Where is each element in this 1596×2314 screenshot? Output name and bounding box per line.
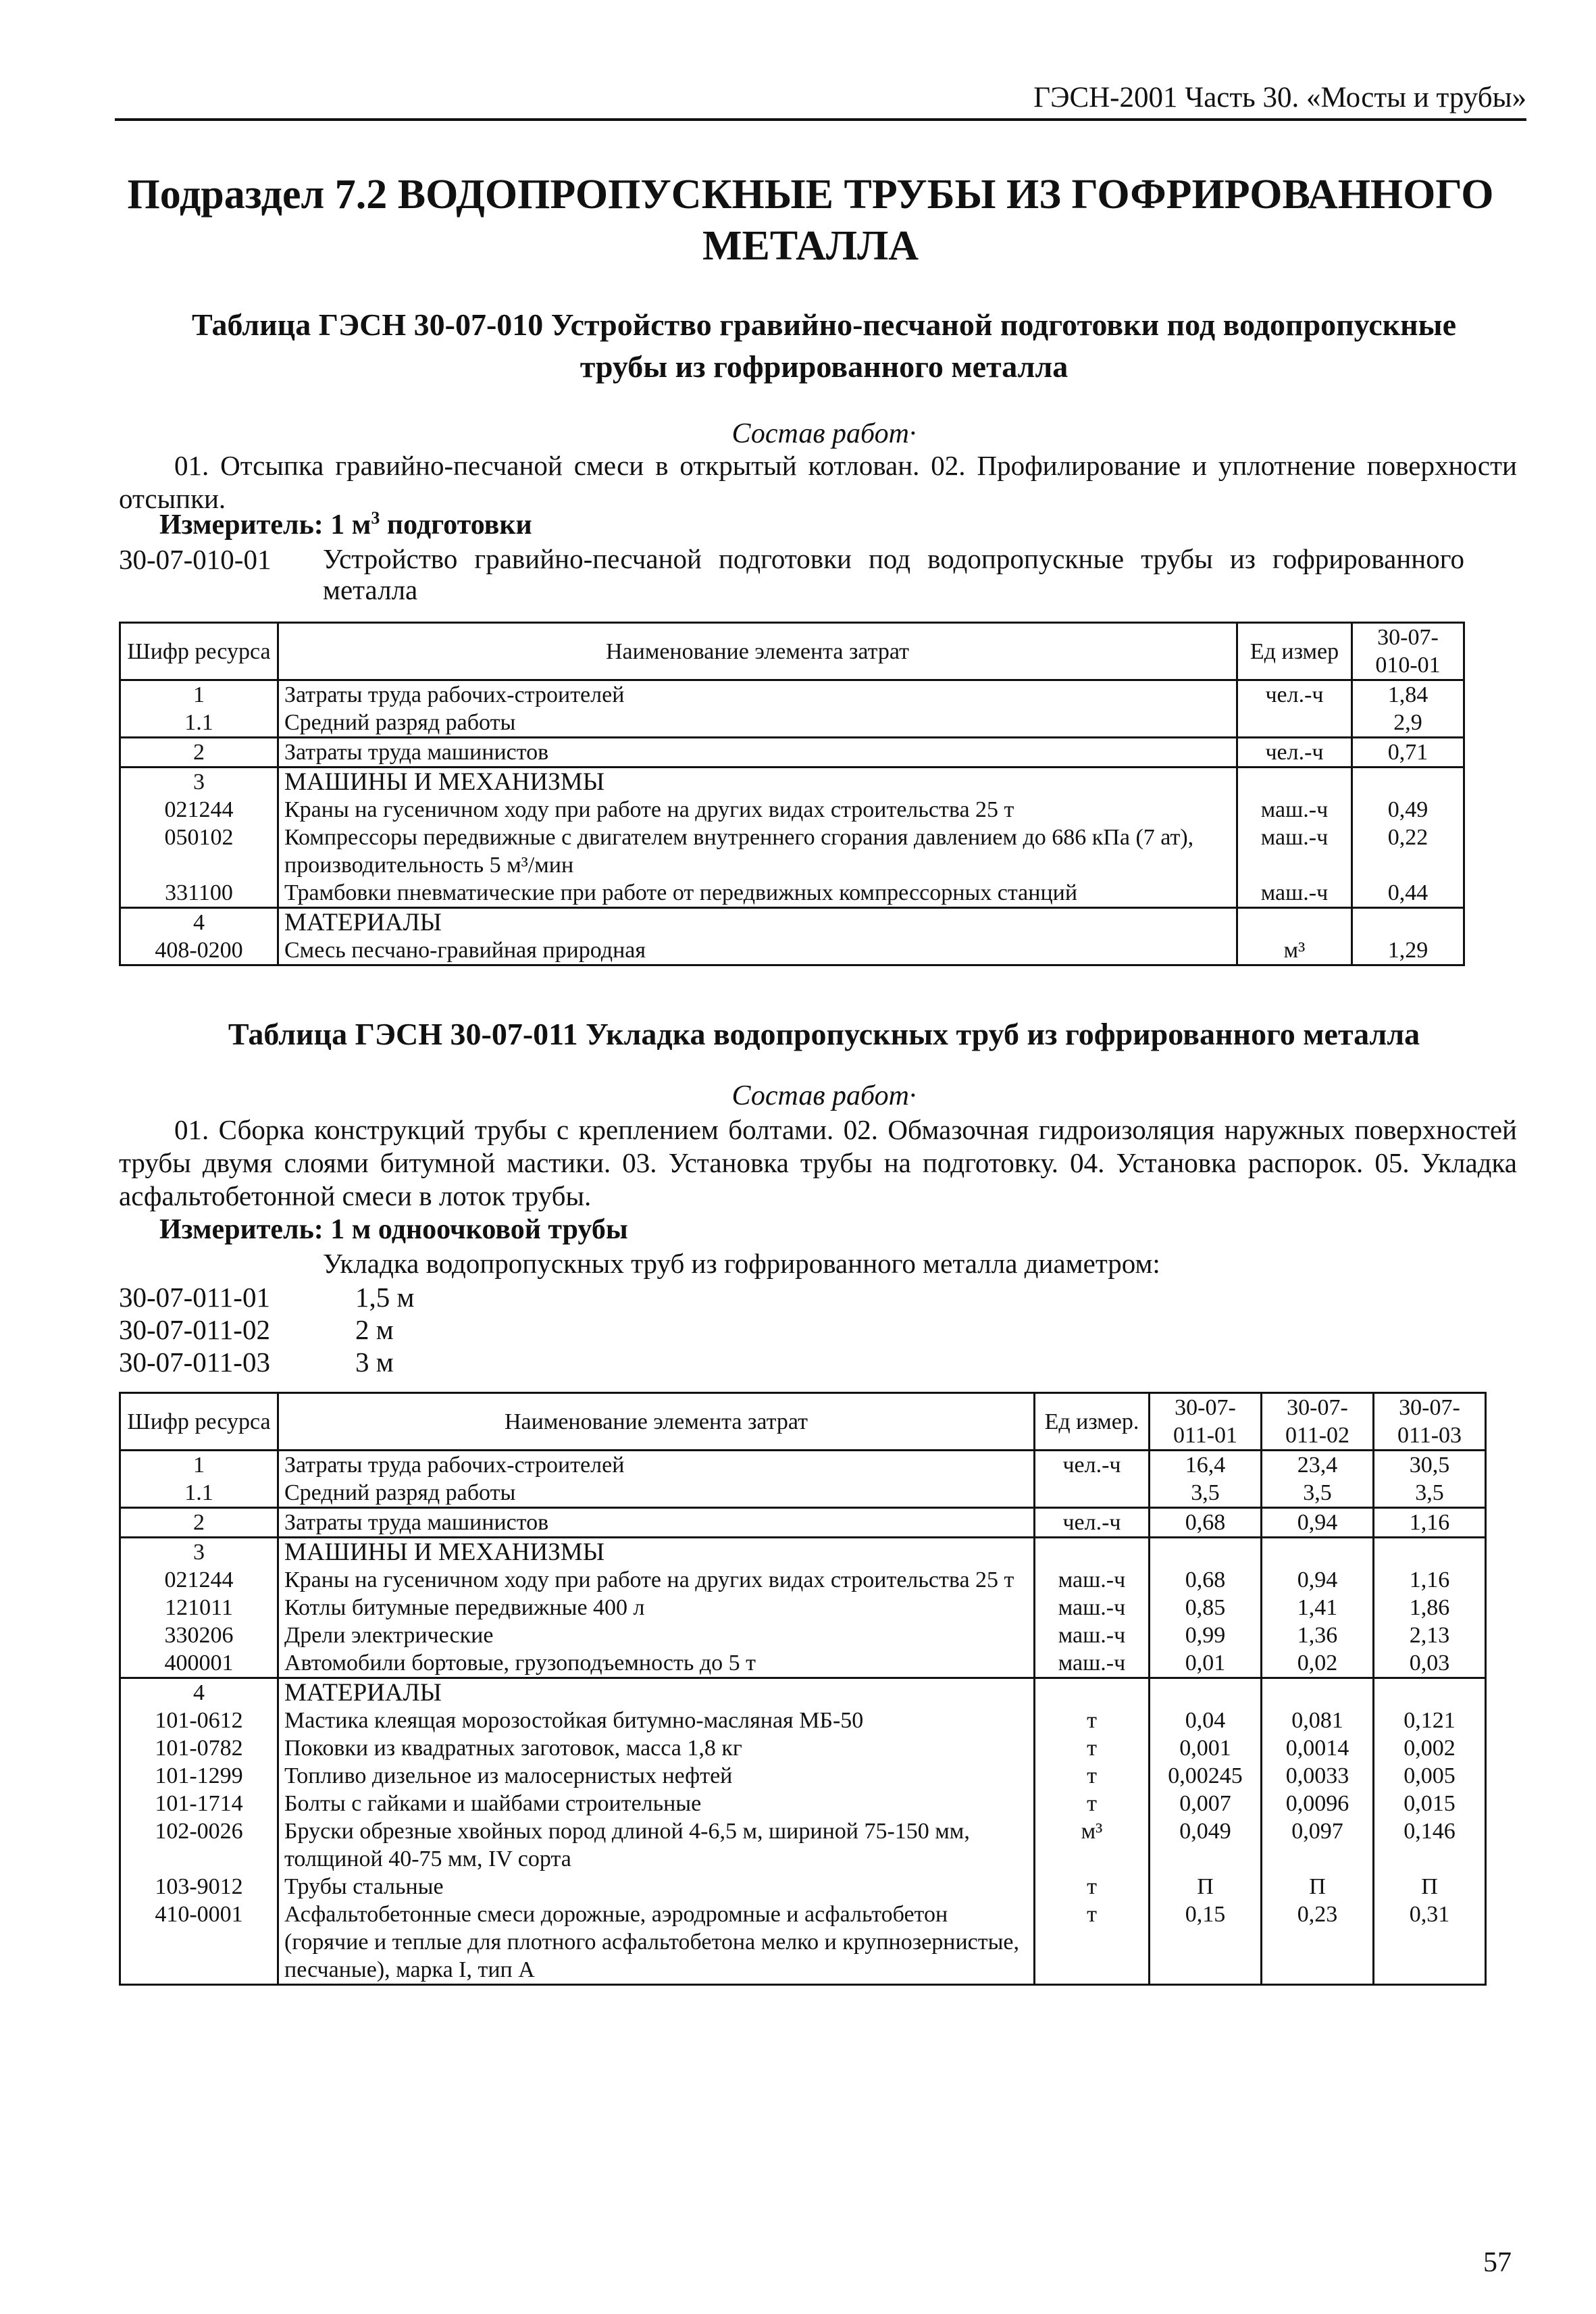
cell-unit: маш.-ч (1237, 879, 1352, 908)
cell-value-1: 0,68 (1150, 1508, 1262, 1538)
column-header-unit: Ед измер. (1035, 1393, 1150, 1451)
cell-value-2: 0,097 (1262, 1817, 1374, 1873)
cell-code: 050102 (120, 824, 278, 879)
table-1 (119, 622, 1465, 966)
cell-unit: м³ (1035, 1817, 1150, 1873)
cell-value-3: 30,5 (1374, 1451, 1486, 1480)
cell-value-2 (1262, 1538, 1374, 1567)
cell-code: 101-1299 (120, 1762, 278, 1790)
cell-value-2: П (1262, 1873, 1374, 1901)
cell-value-3: 0,121 (1374, 1707, 1486, 1734)
cell-code: 121011 (120, 1594, 278, 1621)
cell-unit: чел.-ч (1237, 738, 1352, 768)
cell-unit: т (1035, 1790, 1150, 1817)
section-title (81, 169, 1540, 272)
cell-value-2: 1,36 (1262, 1621, 1374, 1649)
cell-value-3 (1374, 1538, 1486, 1567)
cell-unit (1237, 908, 1352, 937)
table-row (120, 1901, 1486, 1985)
cell-name: Автомобили бортовые, грузоподъемность до 5 т (278, 1649, 1035, 1678)
cell-unit: т (1035, 1873, 1150, 1901)
column-header-code: Шифр ресурса (120, 1393, 278, 1451)
cell-unit: маш.-ч (1237, 796, 1352, 824)
cell-value-1: 0,001 (1150, 1734, 1262, 1762)
cell-name: Асфальтобетонные смеси дорожные, аэродромные и асфальтобетон (горячие и теплые для плотного асфальтобетона мелко и крупнозернистые, песчаные), марка I, тип А (278, 1901, 1035, 1985)
cell-code: 102-0026 (120, 1817, 278, 1873)
table-row (120, 1762, 1486, 1790)
cell-value-2: 0,94 (1262, 1508, 1374, 1538)
cell-name: Затраты труда машинистов (278, 738, 1237, 768)
cell-value-1: 0,49 (1352, 796, 1464, 824)
cell-unit: т (1035, 1734, 1150, 1762)
table-1-code-description: Устройство гравийно-песчаной подготовки под водопропускные трубы из гофрированного металла (323, 543, 1464, 605)
cell-name: Бруски обрезные хвойных пород длиной 4-6,5 м, шириной 75-150 мм, толщиной 40-75 мм, IV сорта (278, 1817, 1035, 1873)
cell-value-2: 23,4 (1262, 1451, 1374, 1480)
cell-value-1: 0,00245 (1150, 1762, 1262, 1790)
meter-superscript: 3 (371, 508, 380, 528)
table-row (120, 738, 1464, 768)
cell-value-3: П (1374, 1873, 1486, 1901)
cell-name: Краны на гусеничном ходу при работе на других видах строительства 25 т (278, 796, 1237, 824)
cell-value-1: 0,68 (1150, 1566, 1262, 1594)
table-row (120, 1621, 1486, 1649)
cell-name: Смесь песчано-гравийная природная (278, 936, 1237, 965)
table-row (120, 1538, 1486, 1567)
cell-value-2: 0,0033 (1262, 1762, 1374, 1790)
table-row (120, 824, 1464, 879)
table-2-code-3: 30-07-011-03 (119, 1347, 270, 1378)
cell-value-2: 3,5 (1262, 1479, 1374, 1508)
cell-code: 2 (120, 738, 278, 768)
cell-name: Мастика клеящая морозостойкая битумно-масляная МБ-50 (278, 1707, 1035, 1734)
cell-value-1: 0,049 (1150, 1817, 1262, 1873)
cell-value-1: 0,01 (1150, 1649, 1262, 1678)
table-2-composition-text: 01. Сборка конструкций трубы с креплением болтами. 02. Обмазочная гидроизоляция наружных поверхностей трубы двумя слоями битумной мастики. 03. Установка трубы на подготовку. 04. Установка распорок. 05. Укладка асфальтобетонной смеси в лоток трубы. (119, 1114, 1517, 1211)
cell-code: 101-0782 (120, 1734, 278, 1762)
cell-value-2: 0,94 (1262, 1566, 1374, 1594)
cell-code: 3 (120, 768, 278, 797)
table-row (120, 1508, 1486, 1538)
table-1-title-line-1: Таблица ГЭСН 30-07-010 Устройство гравийно-песчаной подготовки под водопропускные (191, 307, 1456, 342)
cell-value-1: 0,85 (1150, 1594, 1262, 1621)
cell-unit (1035, 1479, 1150, 1508)
cell-code: 331100 (120, 879, 278, 908)
cell-unit: маш.-ч (1035, 1621, 1150, 1649)
cell-code: 103-9012 (120, 1873, 278, 1901)
cell-value-1: 0,007 (1150, 1790, 1262, 1817)
cell-name: МАТЕРИАЛЫ (278, 1678, 1035, 1707)
table-row (120, 1707, 1486, 1734)
cell-value-1 (1352, 908, 1464, 937)
cell-name: Поковки из квадратных заготовок, масса 1,8 кг (278, 1734, 1035, 1762)
table-row (120, 1678, 1486, 1707)
cell-code: 101-0612 (120, 1707, 278, 1734)
cell-name: МАТЕРИАЛЫ (278, 908, 1237, 937)
cell-name: Трамбовки пневматические при работе от передвижных компрессорных станций (278, 879, 1237, 908)
cell-name: Трубы стальные (278, 1873, 1035, 1901)
cell-value-1 (1352, 768, 1464, 797)
cell-value-1 (1150, 1678, 1262, 1707)
cell-code: 400001 (120, 1649, 278, 1678)
table-2-title: Таблица ГЭСН 30-07-011 Укладка водопропускных труб из гофрированного металла (228, 1017, 1420, 1051)
column-header-value: 30-07-010-01 (1352, 623, 1464, 680)
cell-value-2: 0,23 (1262, 1901, 1374, 1985)
cell-value-3: 0,005 (1374, 1762, 1486, 1790)
meter-value: 1 м одноочковой трубы (330, 1214, 628, 1245)
cell-code: 1.1 (120, 1479, 278, 1508)
table-row (120, 796, 1464, 824)
cell-value-1: 2,9 (1352, 709, 1464, 738)
cell-unit (1035, 1538, 1150, 1567)
cell-value-3: 1,16 (1374, 1508, 1486, 1538)
cell-name: Котлы битумные передвижные 400 л (278, 1594, 1035, 1621)
table-1-code: 30-07-010-01 (119, 544, 272, 575)
cell-value-3: 2,13 (1374, 1621, 1486, 1649)
meter-rest: подготовки (386, 509, 532, 540)
cell-value-3: 1,86 (1374, 1594, 1486, 1621)
table-row (120, 908, 1464, 937)
cell-name: Средний разряд работы (278, 709, 1237, 738)
cell-unit (1237, 768, 1352, 797)
cell-value-3: 0,146 (1374, 1817, 1486, 1873)
column-header-value-2: 30-07-011-02 (1262, 1393, 1374, 1451)
table-row (120, 1817, 1486, 1873)
cell-code: 1 (120, 680, 278, 709)
cell-name: Средний разряд работы (278, 1479, 1035, 1508)
table-2-size-1: 1,5 м (355, 1282, 415, 1313)
table-1-composition-label: Состав работ· (731, 418, 917, 449)
table-row (120, 936, 1464, 965)
table-2-code-2: 30-07-011-02 (119, 1314, 270, 1345)
cell-code: 1.1 (120, 709, 278, 738)
cell-code: 330206 (120, 1621, 278, 1649)
table-row (120, 1479, 1486, 1508)
cell-code: 021244 (120, 796, 278, 824)
cell-name: Компрессоры передвижные с двигателем внутреннего сгорания давлением до 686 кПа (7 ат), производительность 5 м³/мин (278, 824, 1237, 879)
cell-code: 410-0001 (120, 1901, 278, 1985)
table-1-meter (159, 508, 532, 541)
cell-value-3: 0,31 (1374, 1901, 1486, 1985)
table-row (120, 1873, 1486, 1901)
cell-value-1: 1,84 (1352, 680, 1464, 709)
table-row (120, 680, 1464, 709)
meter-label: Измеритель: (159, 1214, 324, 1245)
cell-unit: т (1035, 1707, 1150, 1734)
table-2-meter (159, 1213, 628, 1246)
cell-code: 408-0200 (120, 936, 278, 965)
cell-value-2: 0,0014 (1262, 1734, 1374, 1762)
cell-value-3 (1374, 1678, 1486, 1707)
table-1-title (115, 304, 1533, 388)
cell-code: 3 (120, 1538, 278, 1567)
cell-code: 1 (120, 1451, 278, 1480)
table-2-composition-label: Состав работ· (731, 1080, 917, 1111)
cell-unit: маш.-ч (1035, 1594, 1150, 1621)
meter-value: 1 м (330, 509, 371, 540)
cell-value-2: 0,02 (1262, 1649, 1374, 1678)
cell-code: 101-1714 (120, 1790, 278, 1817)
section-title-line-1: Подраздел 7.2 ВОДОПРОПУСКНЫЕ ТРУБЫ ИЗ ГОФРИРОВАННОГО (127, 172, 1494, 218)
cell-code: 021244 (120, 1566, 278, 1594)
table-row (120, 1790, 1486, 1817)
column-header-unit: Ед измер (1237, 623, 1352, 680)
cell-name: Болты с гайками и шайбами строительные (278, 1790, 1035, 1817)
table-row (120, 709, 1464, 738)
cell-code: 4 (120, 1678, 278, 1707)
table-1-title-line-2: трубы из гофрированного металла (580, 349, 1069, 384)
cell-value-1: 0,99 (1150, 1621, 1262, 1649)
cell-unit: м³ (1237, 936, 1352, 965)
column-header-value-1: 30-07-011-01 (1150, 1393, 1262, 1451)
meter-label: Измеритель: (159, 509, 324, 540)
cell-unit: маш.-ч (1237, 824, 1352, 879)
cell-value-1: П (1150, 1873, 1262, 1901)
table-2-size-2: 2 м (355, 1314, 394, 1345)
column-header-name: Наименование элемента затрат (278, 623, 1237, 680)
cell-value-2 (1262, 1678, 1374, 1707)
section-title-line-2: МЕТАЛЛА (702, 223, 919, 269)
cell-unit: т (1035, 1762, 1150, 1790)
running-header: ГЭСН-2001 Часть 30. «Мосты и трубы» (115, 81, 1526, 121)
cell-unit (1035, 1678, 1150, 1707)
table-row (120, 1734, 1486, 1762)
table-2 (119, 1392, 1487, 1986)
table-row (120, 768, 1464, 797)
table-row (120, 1566, 1486, 1594)
cell-name: Топливо дизельное из малосернистых нефтей (278, 1762, 1035, 1790)
table-2-intro: Укладка водопропускных труб из гофрированного металла диаметром: (323, 1248, 1160, 1279)
cell-value-3: 3,5 (1374, 1479, 1486, 1508)
cell-name: Затраты труда машинистов (278, 1508, 1035, 1538)
cell-value-1: 0,04 (1150, 1707, 1262, 1734)
cell-value-3: 0,002 (1374, 1734, 1486, 1762)
cell-value-1: 3,5 (1150, 1479, 1262, 1508)
cell-code: 2 (120, 1508, 278, 1538)
column-header-code: Шифр ресурса (120, 623, 278, 680)
cell-unit: маш.-ч (1035, 1566, 1150, 1594)
cell-name: Затраты труда рабочих-строителей (278, 1451, 1035, 1480)
cell-value-2: 0,081 (1262, 1707, 1374, 1734)
cell-name: Затраты труда рабочих-строителей (278, 680, 1237, 709)
table-1-composition-text: 01. Отсыпка гравийно-песчаной смеси в открытый котлован. 02. Профилирование и уплотнение поверхности отсыпки. (119, 450, 1517, 514)
cell-value-1: 0,15 (1150, 1901, 1262, 1985)
cell-value-2: 1,41 (1262, 1594, 1374, 1621)
table-row (120, 1451, 1486, 1480)
table-row (120, 1649, 1486, 1678)
cell-value-3: 0,03 (1374, 1649, 1486, 1678)
cell-unit (1237, 709, 1352, 738)
table-1-header-row (120, 623, 1464, 680)
cell-unit: чел.-ч (1237, 680, 1352, 709)
column-header-name: Наименование элемента затрат (278, 1393, 1035, 1451)
cell-name: МАШИНЫ И МЕХАНИЗМЫ (278, 1538, 1035, 1567)
cell-name: Краны на гусеничном ходу при работе на других видах строительства 25 т (278, 1566, 1035, 1594)
cell-value-3: 0,015 (1374, 1790, 1486, 1817)
cell-value-1: 1,29 (1352, 936, 1464, 965)
column-header-value-3: 30-07-011-03 (1374, 1393, 1486, 1451)
table-row (120, 879, 1464, 908)
cell-unit: т (1035, 1901, 1150, 1985)
cell-value-1: 0,22 (1352, 824, 1464, 879)
cell-unit: маш.-ч (1035, 1649, 1150, 1678)
cell-unit: чел.-ч (1035, 1508, 1150, 1538)
table-2-header-row (120, 1393, 1486, 1451)
cell-name: МАШИНЫ И МЕХАНИЗМЫ (278, 768, 1237, 797)
cell-code: 4 (120, 908, 278, 937)
cell-value-3: 1,16 (1374, 1566, 1486, 1594)
table-row (120, 1594, 1486, 1621)
cell-name: Дрели электрические (278, 1621, 1035, 1649)
page-number: 57 (1483, 2247, 1512, 2278)
cell-value-1: 0,71 (1352, 738, 1464, 768)
table-2-size-3: 3 м (355, 1347, 394, 1378)
cell-value-1: 16,4 (1150, 1451, 1262, 1480)
cell-unit: чел.-ч (1035, 1451, 1150, 1480)
cell-value-2: 0,0096 (1262, 1790, 1374, 1817)
table-2-code-1: 30-07-011-01 (119, 1282, 270, 1313)
cell-value-1: 0,44 (1352, 879, 1464, 908)
cell-value-1 (1150, 1538, 1262, 1567)
